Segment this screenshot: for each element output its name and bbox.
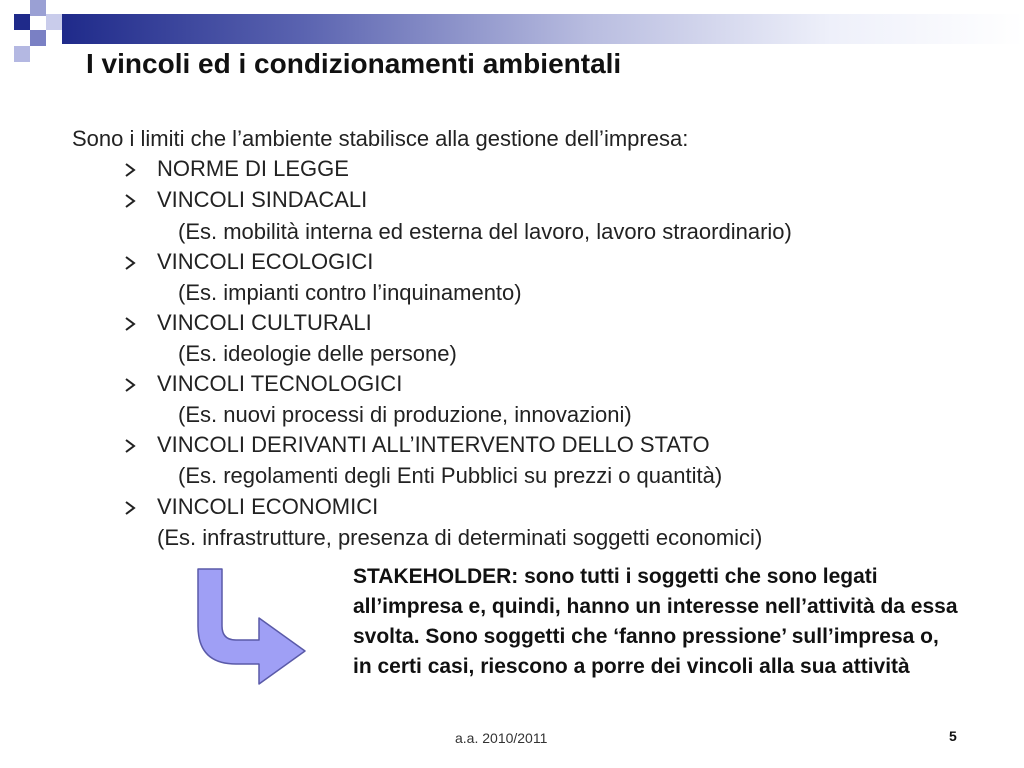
header-gradient-bar	[62, 14, 1024, 44]
list-item-example: (Es. mobilità interna ed esterna del lavoro, lavoro straordinario)	[178, 219, 792, 244]
chevron-right-icon	[124, 439, 136, 453]
list-item-label: VINCOLI ECOLOGICI	[157, 249, 374, 274]
list-item-example: (Es. infrastrutture, presenza di determinati soggetti economici)	[157, 525, 763, 550]
list-item-label: NORME DI LEGGE	[157, 156, 349, 181]
chevron-right-icon	[124, 163, 136, 177]
list-item-example: (Es. nuovi processi di produzione, innovazioni)	[178, 402, 632, 427]
list-item-label: VINCOLI CULTURALI	[157, 310, 372, 335]
chevron-right-icon	[124, 256, 136, 270]
slide-title: I vincoli ed i condizionamenti ambientali	[86, 48, 622, 79]
stakeholder-definition: STAKEHOLDER: sono tutti i soggetti che sono legati all’impresa e, quindi, hanno un interesse nell’attività da essa svolta. Sono soggetti che ‘fanno pressione’ sull’impresa o, in certi casi, riescono a porre dei vincoli alla sua attività	[353, 565, 958, 678]
list-item-example: (Es. impianti contro l’inquinamento)	[178, 280, 522, 305]
page-number: 5	[949, 728, 957, 744]
list-item-label: VINCOLI DERIVANTI ALL’INTERVENTO DELLO STATO	[157, 432, 710, 457]
chevron-right-icon	[124, 317, 136, 331]
chevron-right-icon	[124, 501, 136, 515]
list-item-label: VINCOLI TECNOLOGICI	[157, 371, 403, 396]
chevron-right-icon	[124, 378, 136, 392]
footer-academic-year: a.a. 2010/2011	[455, 730, 548, 746]
list-item-example: (Es. ideologie delle persone)	[178, 341, 457, 366]
list-item-example: (Es. regolamenti degli Enti Pubblici su prezzi o quantità)	[178, 463, 723, 488]
list-item-label: VINCOLI SINDACALI	[157, 187, 368, 212]
intro-text: Sono i limiti che l’ambiente stabilisce alla gestione dell’impresa:	[72, 126, 689, 151]
chevron-right-icon	[124, 194, 136, 208]
list-item-label: VINCOLI ECONOMICI	[157, 494, 379, 519]
bent-arrow-icon	[193, 566, 309, 686]
